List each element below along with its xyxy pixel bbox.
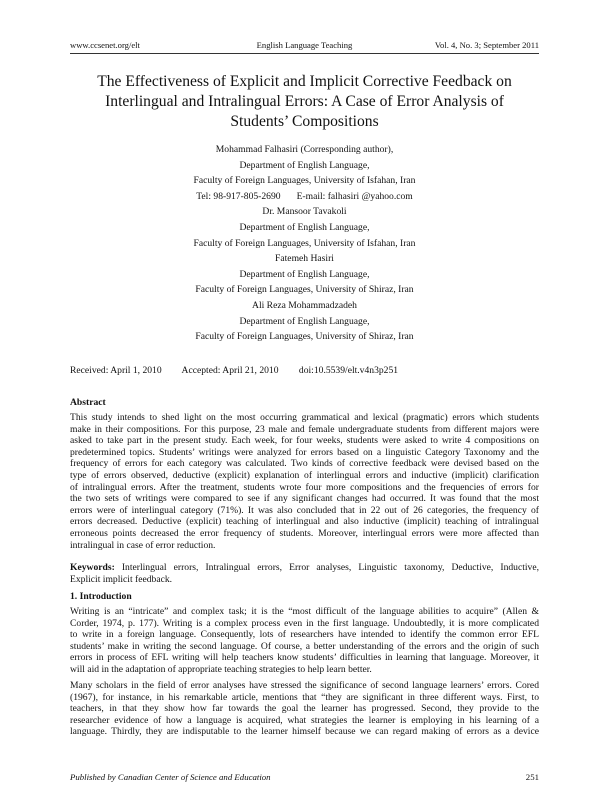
author-line: Faculty of Foreign Languages, University of Shiraz, Iran (195, 331, 414, 343)
contact-line (70, 189, 539, 205)
title-line: The Effectiveness of Explicit and Implicit Corrective Feedback on (97, 73, 512, 90)
author-line: Fatemeh Hasiri (275, 253, 334, 265)
author-line: Faculty of Foreign Languages, University of Isfahan, Iran (193, 175, 416, 187)
text-line: errors in process of EFL writing will help teachers know students’ difficulties in learning that language. Moreover, it (70, 652, 539, 664)
text-line: erroneous points decreased the error frequency of students. Moreover, interlingual errors were more affected than (70, 527, 539, 539)
volume-issue: Vol. 4, No. 3; September 2011 (434, 40, 539, 50)
accepted-date: Accepted: April 21, 2010 (181, 365, 279, 376)
text-line: asked to take part in the present study. Each week, for four weeks, students were asked to write 4 compositions on (70, 435, 539, 447)
keywords (70, 562, 539, 585)
text-line: will aid in the adaptation of appropriate teaching strategies to help learn better. (70, 663, 372, 675)
author-line: Department of English Language, (239, 315, 370, 327)
text-line: This study intends to shed light on the most occurring grammatical and lexical (pragmatic) errors which students (70, 412, 539, 423)
received-date: Received: April 1, 2010 (70, 365, 162, 376)
author-line: Faculty of Foreign Languages, University of Isfahan, Iran (193, 237, 416, 249)
text-line: make in their compositions. For this purpose, 23 male and female undergraduate students from different majors were (70, 423, 539, 435)
text-line: predetermined topics. Students’ writings were analyzed for errors based on a linguistic Category Taxonomy and the (70, 446, 539, 458)
author-line: Department of English Language, (239, 221, 370, 233)
publisher-footer: Published by Canadian Center of Science and Education (70, 772, 271, 782)
abstract-text (70, 412, 539, 551)
keywords-label: Keywords: (70, 562, 115, 573)
text-line: frequency of errors for each category was calculated. Two kinds of corrective feedback were devised based on the (70, 458, 539, 470)
author-line: Ali Reza Mohammadzadeh (252, 299, 357, 311)
text-line: of intralingual errors. After the treatment, students wrote four more compositions and the frequencies of errors for (70, 481, 539, 493)
author-block (70, 142, 539, 345)
telephone: Tel: 98-917-805-2690 (196, 190, 281, 202)
keywords-list: Interlingual errors, Intralingual errors, Error analyses, Linguistic taxonomy, Deductive, Inductive, (121, 562, 540, 573)
text-line: (1967), for instance, in his remarkable article, mentions that “they are significant in three different ways. First, to (70, 691, 539, 703)
introduction-heading: 1. Introduction (70, 591, 132, 602)
text-line: Many scholars in the field of error analyses have stressed the significance of second language learners’ errors. Cored (70, 680, 539, 691)
text-line: to write in a foreign language. Consequently, lots of researchers have intended to identify the common error EFL (70, 629, 539, 641)
author-line: Faculty of Foreign Languages, University of Shiraz, Iran (195, 284, 414, 296)
email-address[interactable]: E-mail: falhasiri @yahoo.com (296, 190, 413, 202)
author-line: Mohammad Falhasiri (Corresponding author), (215, 144, 394, 155)
text-line: the two sets of writings were compared to see if any significant changes had occurred. It was found that the most (70, 493, 539, 505)
title-line: Interlingual and Intralingual Errors: A Case of Error Analysis of (105, 93, 504, 110)
doi-link[interactable]: doi:10.5539/elt.v4n3p251 (298, 365, 399, 376)
author-line: Department of English Language, (239, 268, 370, 280)
page-number: 251 (525, 772, 539, 782)
introduction-paragraph (70, 680, 539, 738)
text-line: teachers, in that they show how far towards the goal the learner has progressed. Second, they provide to the (70, 703, 539, 715)
text-line: students’ make in writing the second language. Of course, a better understanding of the errors and the origin of such (70, 640, 539, 652)
journal-url[interactable]: www.ccsenet.org/elt (70, 40, 140, 50)
article-title (80, 72, 529, 132)
article-dates (70, 365, 416, 376)
text-line: errors decreased. Deductive (explicit) teaching of interlingual and also inductive (implicit) teaching of intralingual (70, 516, 539, 528)
author-line: Department of English Language, (239, 159, 370, 171)
text-line: type of errors observed, deductive (explicit) explanation of interlingual errors and inductive (implicit) clarification (70, 469, 539, 481)
text-line: intralingual in case of error reduction. (70, 539, 216, 551)
header-rule (70, 53, 539, 54)
keywords-line: Explicit implicit feedback. (70, 573, 173, 585)
introduction-paragraph (70, 606, 539, 676)
text-line: errors were of interlingual category (71%). It was also concluded that in 22 out of 26 categories, the frequency of (70, 504, 539, 516)
author-line: Dr. Mansoor Tavakoli (262, 206, 347, 218)
text-line: language. Thirdly, they are indisputable to the learner himself because we can regard making of errors as a device (70, 726, 539, 738)
text-line: Writing is an “intricate” and complex task; it is the “most difficult of the language abilities to acquire” (Allen & (70, 606, 539, 617)
title-line: Students’ Compositions (230, 113, 379, 130)
keywords-line (70, 562, 539, 574)
abstract-heading: Abstract (70, 397, 106, 408)
running-header (70, 40, 539, 52)
journal-name: English Language Teaching (256, 40, 353, 50)
text-line: researcher evidence of how a language is acquired, what strategies the learner is employing in his learning of a (70, 714, 539, 726)
text-line: Corder, 1974, p. 177). Writing is a complex process even in the first language. Undoubtedly, it is more complicated (70, 617, 539, 629)
